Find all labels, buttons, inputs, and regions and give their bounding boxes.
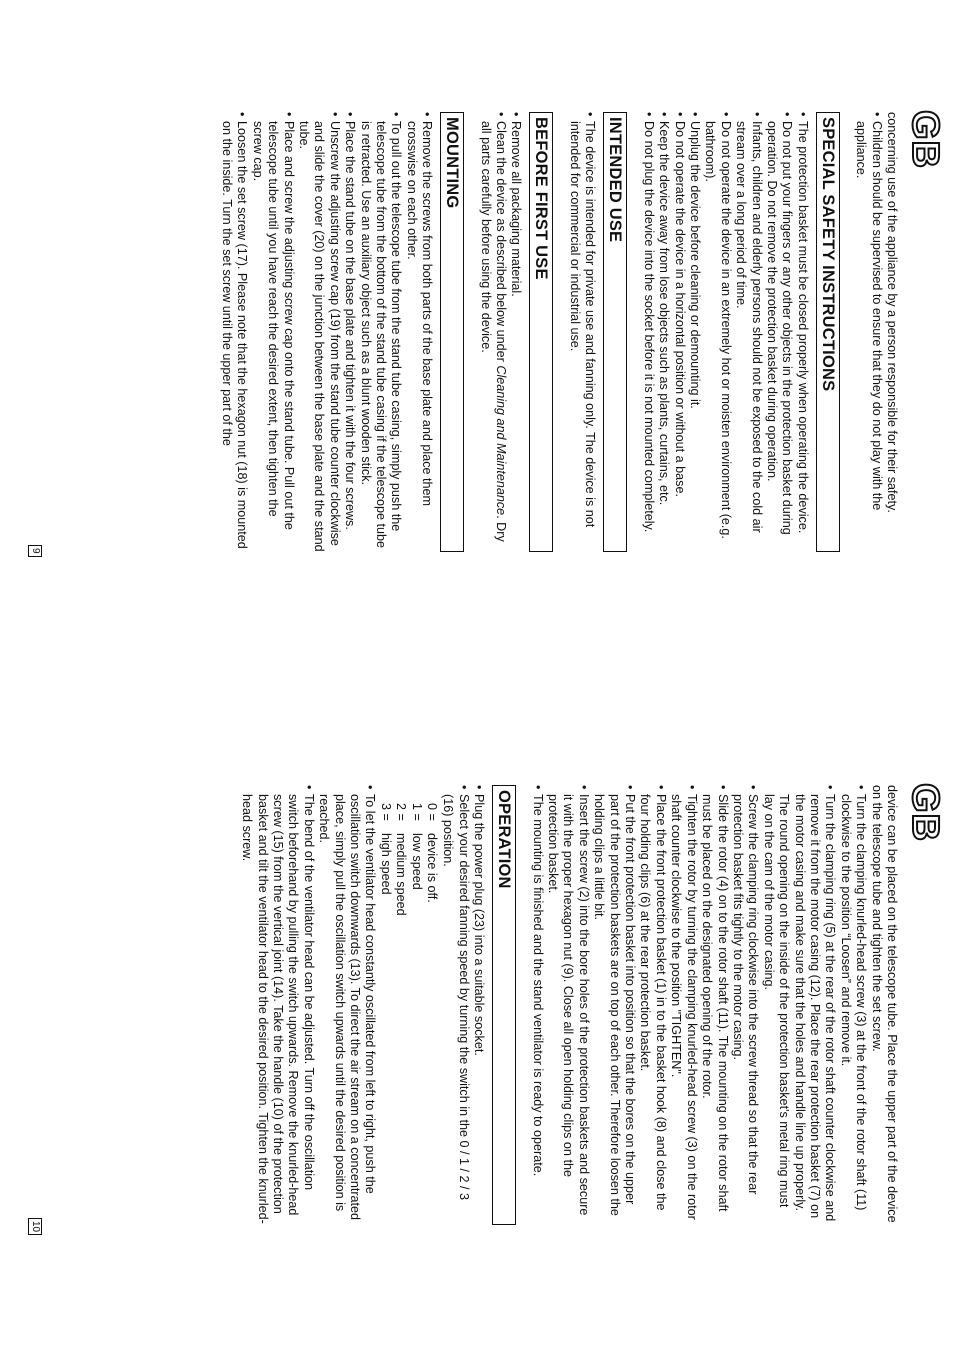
section-heading-intended-use: INTENDED USE	[603, 112, 627, 552]
list-item: • Do not operate the device in an extremely hot or moisten environment (e.g. bathroom).	[702, 112, 733, 552]
page-10-column	[239, 785, 945, 1225]
speed-row: 3 = high speed	[378, 803, 393, 895]
list-item: • Do not put your fingers or any other objects in the protection basket during operation. Do not remove the protection basket during operation.	[764, 112, 795, 552]
intro-text: concerning use of the appliance by a person responsible for their safety.	[885, 112, 899, 513]
speed-row: 1 = low speed	[409, 803, 424, 890]
list-item: • Place the front protection basket (1) in to the basket hook (8) and close the four holding clips (6) at the rear protection basket.	[637, 785, 668, 1225]
page-number: 10	[28, 1218, 42, 1235]
list-item: • Keep the device away from lose objects such as plants, curtains, etc.	[656, 112, 671, 552]
list-item: • Remove all packaging material.	[508, 112, 523, 552]
list-item: • The protection basket must be closed properly when operating the device.	[794, 112, 809, 552]
intended-use-list	[567, 112, 598, 552]
list-item: • Select your desired fanning speed by turning the switch in the 0 / 1 / 2 / 3 (16) position. 0 = device is off. 1 = low speed 2 = medium speed 3 = high speed	[377, 785, 470, 1225]
list-item: • To pull out the telescope tube from the stand tube casing, simply push the telescope tube from the bottom of the stand tube casing if the telescope tube is retracted. Use an auxiliary object such as a blunt wooden stick.	[357, 112, 403, 552]
mounting-continued-list	[529, 785, 868, 1225]
section-heading-operation: OPERATION	[492, 785, 516, 1225]
list-item: • Insert the screw (2) into the bore holes of the protection baskets and secure it with the proper hexagon nut (9). Close all open holding clips on the protection basket.	[545, 785, 591, 1225]
list-item: • Infants, children and elderly persons should not be exposed to the cold air stream over a long period of time.	[733, 112, 764, 552]
list-item: • Unscrew the adjusting screw cap (19) from the stand tube counter clockwise and slide the cover (20) on the junction between the base plate and the stand tube.	[296, 112, 342, 552]
language-mark: GB	[904, 110, 946, 169]
list-item: • The bend of the ventilator head can be adjusted. Turn off the oscillation switch beforehand by pulling the switch upwards. Remove the knurled-head screw (15) from the vertical joint (14). Take the handle (10) of the protection basket and tilt the ventilator head to the desired position. Tighten the knurled-head screw.	[239, 785, 316, 1225]
list-item: • Loosen the set screw (17). Please note that the hexagon nut (18) is mounted on the inside. Turn the set screw until the upper part of the	[219, 112, 250, 552]
list-item: • Screw the clamping ring clockwise into the screw thread so that the rear protection basket fits tightly to the motor casing.	[730, 785, 761, 1225]
list-item: • Place the stand tube on the base plate and tighten it with the four screws.	[342, 112, 357, 552]
speed-table	[377, 794, 439, 1225]
intro-text: device can be placed on the telescope tube. Place the upper part of the device on the telescope tube and tighten the set screw.	[869, 785, 899, 1223]
intro-list	[853, 112, 884, 552]
page-9-column	[219, 112, 945, 552]
section-heading-before-first-use: BEFORE FIRST USE	[530, 112, 554, 552]
page-number: 9	[28, 545, 42, 557]
language-mark: GB	[904, 783, 946, 842]
section-heading-special-safety: SPECIAL SAFETY INSTRUCTIONS	[816, 112, 840, 552]
list-item: • Turn the clamping ring (5) at the rear of the rotor shaft counter clockwise and remove it from the motor casing (12). Place the rear protection basket (7) on the motor casing and make sure that the holes and handle line up properly. The round opening on the inside of the protection basket's metal ring must lay on the cam of the motor casing.	[760, 785, 837, 1225]
list-item: • Put the front protection basket into position so that the bores on the upper part of the protection baskets are on top of each other. Therefore loosen the holding clips a little bit.	[591, 785, 637, 1225]
list-item: • Plug the power plug (23) into a suitable socket.	[471, 785, 486, 1225]
list-item: • The device is intended for private use and fanning only. The device is not intended for commercial or industrial use.	[567, 112, 598, 552]
before-first-use-list	[477, 112, 523, 552]
italic-reference: Cleaning and Maintenance	[494, 365, 509, 516]
page-10	[60, 785, 945, 1225]
list-item: • Slide the rotor (4) on to the rotor shaft (11). The mounting on the rotor shaft must be placed on the designated opening of the rotor.	[699, 785, 730, 1225]
list-item: • Place and screw the adjusting screw cap onto the stand tube. Pull out the telescope tube until you have reach the desired extent, then tighten the screw cap.	[249, 112, 295, 552]
list-item: • Children should be supervised to ensure that they do not play with the appliance.	[853, 112, 884, 552]
list-item: • Unplug the device before cleaning or demounting it.	[687, 112, 702, 552]
list-item: • Do not operate the device in a horizontal position or without a base.	[671, 112, 686, 552]
page-9	[55, 112, 945, 552]
list-item: • Turn the clamping knurled-head screw (3) at the front of the rotor shaft (11) clockwise to the position “Loosen” and remove it.	[837, 785, 868, 1225]
list-item: • The mounting is finished and the stand ventilator is ready to operate.	[529, 785, 544, 1225]
list-item: • Remove the screws from both parts of the base plate and place them crosswise on each other.	[403, 112, 434, 552]
list-item: • Do not plug the device into the socket before it is not mounted completely.	[640, 112, 655, 552]
special-safety-list	[640, 112, 809, 552]
speed-row: 2 = medium speed	[394, 803, 409, 916]
speed-row: 0 = device is off.	[425, 803, 440, 903]
operation-list	[239, 785, 487, 1225]
section-heading-mounting: MOUNTING	[440, 112, 464, 552]
list-item: • Tighten the rotor by turning the clamping knurled-head screw (3) on the rotor shaft counter clockwise to the position "TIGHTEN".	[668, 785, 699, 1225]
list-item: • Clean the device as described below under Cleaning and Maintenance. Dry all parts carefully before using the device.	[477, 112, 508, 552]
mounting-list	[219, 112, 435, 552]
list-item: • To let the ventilator head constantly oscillated from left to right, push the oscillation switch downwards (13). To direct the air stream on a concentrated place, simply pull the oscillation switch upwards until the desired position is reached.	[316, 785, 378, 1225]
